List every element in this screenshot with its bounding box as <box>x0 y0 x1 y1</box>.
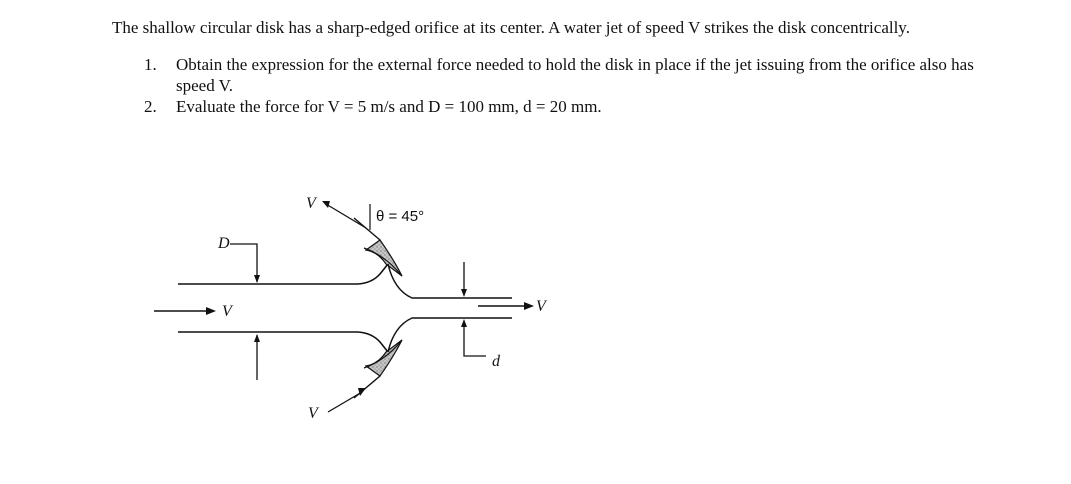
lower-deflected-speed-arrow <box>328 392 362 412</box>
outlet-speed-arrowhead <box>524 302 534 310</box>
outlet-speed-label: V <box>536 298 546 315</box>
lower-deflected-speed-arrowhead <box>358 388 366 396</box>
jet-lower-boundary <box>178 332 388 352</box>
jet-diameter-arrow-top <box>254 275 260 283</box>
problem-statement <box>112 17 1012 117</box>
orifice-diameter-bottom-leader <box>464 322 486 356</box>
step-text: Evaluate the force for V = 5 m/s and D = 100 mm, d = 20 mm. <box>176 97 602 116</box>
jet-disk-diagram <box>140 190 560 430</box>
inlet-speed-arrowhead <box>206 307 216 315</box>
lower-deflected-speed-label: V <box>308 405 318 422</box>
step-number: 2. <box>144 97 157 116</box>
jet-diameter-label: D <box>218 235 230 252</box>
problem-intro: The shallow circular disk has a sharp-edged orifice at its center. A water jet of speed V strikes the disk concentrically. <box>112 18 910 37</box>
jet-diameter-arrow-bottom <box>254 334 260 342</box>
angle-label: θ = 45° <box>376 208 425 225</box>
problem-steps <box>112 54 1012 117</box>
problem-step-1 <box>112 54 976 96</box>
orifice-diameter-label: d <box>492 353 500 370</box>
inlet-speed-label: V <box>222 303 232 320</box>
problem-step-2 <box>112 96 976 117</box>
orifice-lower-boundary <box>388 318 512 352</box>
step-number: 1. <box>144 55 157 74</box>
orifice-diameter-top-arrowhead <box>461 289 467 297</box>
orifice-diameter-bottom-arrowhead <box>461 319 467 327</box>
upper-deflected-speed-arrowhead <box>322 201 330 208</box>
jet-diameter-leader <box>230 244 257 282</box>
step-text: Obtain the expression for the external force needed to hold the disk in place if the jet issuing from the orifice also has speed V. <box>176 55 974 95</box>
jet-upper-boundary <box>178 264 388 284</box>
orifice-upper-boundary <box>388 264 512 298</box>
upper-deflected-speed-arrow <box>326 204 366 228</box>
jet-disk-figure <box>140 190 560 430</box>
upper-deflected-speed-label: V <box>306 195 316 212</box>
